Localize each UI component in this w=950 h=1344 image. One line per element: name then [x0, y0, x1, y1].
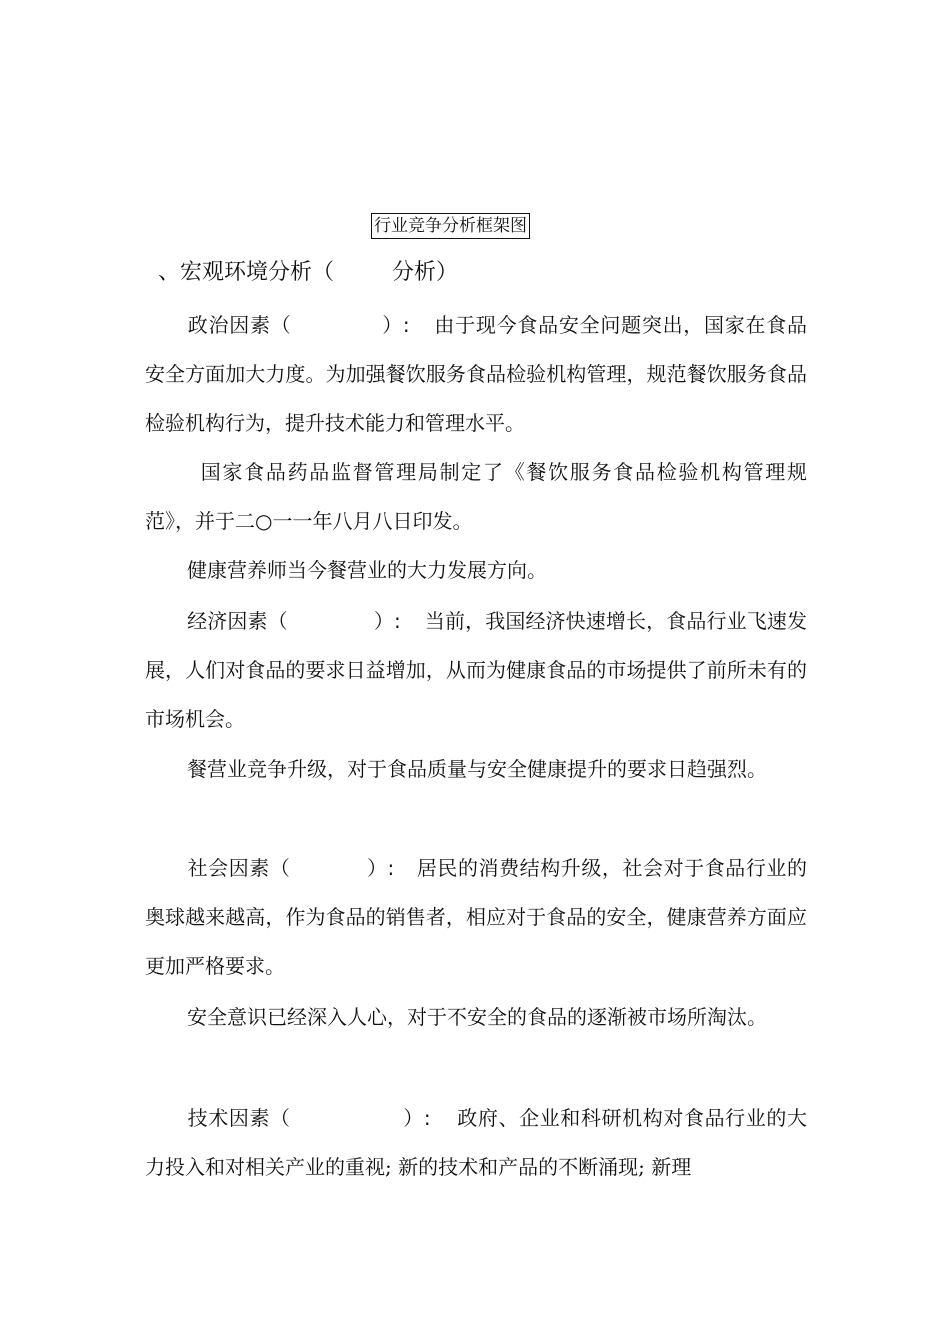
social-label: 社会因素（: [187, 856, 291, 880]
paragraph-economic: [145, 597, 807, 744]
political-close: ）:: [381, 313, 410, 337]
political-p3: 健康营养师当今餐营业的大力发展方向。: [187, 558, 547, 582]
paragraph-technical: [145, 1094, 807, 1192]
heading-suffix: 分析）: [392, 260, 459, 285]
political-text: 由于现今食品安全问题突出，国家在食品安全方面加大力度。为加强餐饮服务食品检验机构管理，规范餐饮服务食品检验机构行为，提升技术能力和管理水平。: [145, 313, 808, 435]
paragraph-political-3: [145, 546, 807, 595]
political-label: 政治因素（: [187, 313, 292, 337]
political-p2: 国家食品药品监督管理局制定了《餐饮服务食品检验机构管理规范》，并于二○一一年八月八日印发。: [145, 460, 807, 533]
social-close: ）:: [366, 856, 395, 880]
social-p2: 安全意识已经深入人心，对于不安全的食品的逐渐被市场所淘汰。: [187, 1005, 767, 1029]
heading-prefix: 、宏观环境分析（: [158, 260, 335, 285]
section-heading: [158, 258, 458, 288]
paragraph-political-2: [145, 448, 807, 546]
technical-text: 政府、企业和科研机构对食品行业的大力投入和对相关产业的重视; 新的技术和产品的不断涌现; 新理: [145, 1106, 808, 1179]
paragraph-social: [145, 844, 807, 991]
economic-p2: 餐营业竞争升级，对于食品质量与安全健康提升的要求日趋强烈。: [187, 757, 767, 781]
technical-close: ）:: [402, 1106, 431, 1130]
paragraph-political: [145, 301, 807, 448]
paragraph-economic-2: [145, 745, 807, 794]
document-title: 行业竞争分析框架图: [371, 213, 530, 239]
paragraph-social-2: [145, 993, 807, 1042]
social-text: 居民的消费结构升级，社会对于食品行业的奥球越来越高，作为食品的销售者，相应对于食品的安全，健康营养方面应更加严格要求。: [145, 856, 807, 978]
economic-label: 经济因素（: [187, 609, 288, 633]
economic-close: ）:: [373, 609, 401, 633]
technical-label: 技术因素（: [187, 1106, 291, 1130]
economic-text: 当前，我国经济快速增长，食品行业飞速发展，人们对食品的要求日益增加，从而为健康食品的市场提供了前所未有的市场机会。: [145, 609, 808, 731]
